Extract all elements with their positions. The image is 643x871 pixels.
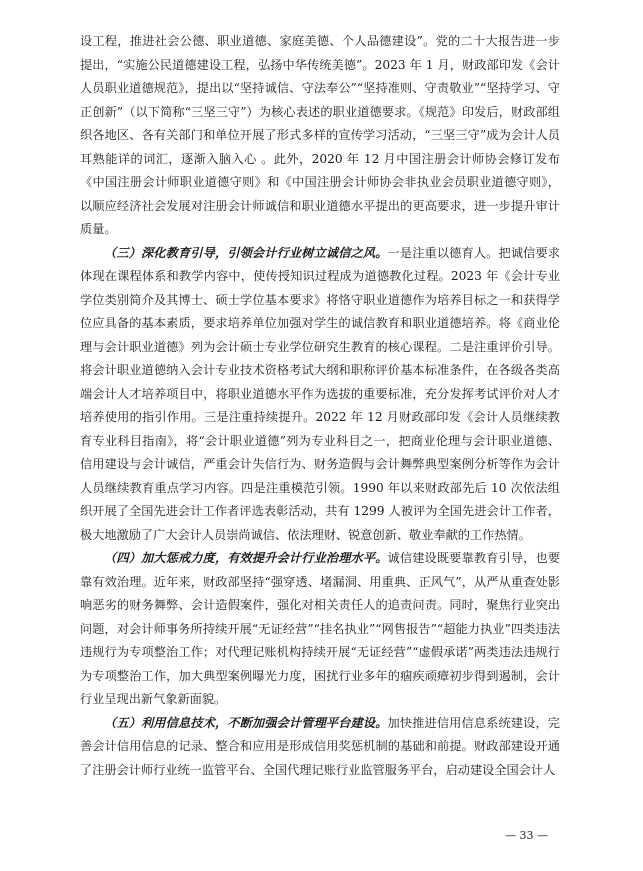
section-heading: （三）深化教育引导，引领会计行业树立诚信之风。 [104, 245, 388, 260]
page-number: — 33 — [505, 829, 548, 842]
document-page [80, 30, 560, 782]
paragraph-section-5 [80, 712, 560, 783]
section-heading: （四）加大惩戒力度，有效提升会计行业治理水平。 [104, 551, 388, 565]
paragraph-text: 诚信建设既要靠教育引导，也要靠有效治理。近年来，财政部坚持“强穿透、堵漏洞、用重典、正风气”，从严从重查处影响恶劣的财务舞弊、会计造假案件，强化对相关责任人的追责问责。同时，聚焦行业突出问题，对会计师事务所持续开展“无证经营”“挂名执业”“网售报告”“超能力执业”四类违法违规行为专项整治工作；对代理记账机构持续开展“无证经营”“虚假承诺”两类违法违规行为专项整治工作，加大典型案例曝光力度，困扰行业多年的痼疾顽瘴初步得到遏制，会计行业呈现出新气象新面貌。 [80, 551, 560, 706]
paragraph-text: 加快推进信用信息系统建设，完善会计信用信息的记录、整合和应用是形成信用奖惩机制的基础和前提。财政部建设开通了注册会计师行业统一监管平台、全国代理记账行业监管服务平台，启动建设全国会计人 [80, 715, 560, 777]
paragraph-text: 一是注重以德育人。把诚信要求体现在课程体系和教学内容中，使传授知识过程成为道德教化过程。2023 年《会计专业学位类别简介及其博士、硕士学位基本要求》将恪守职业道德作为培养目标之一和获得学位应具备的基本素质，要求培养单位加强对学生的诚信教育和职业道德培养。将《商业伦理与会计职业道德》列为会计硕士专业学位研究生教育的核心课程。二是注重评价引导。将会计职业道德纳入会计专业技术资格考试大纲和职称评价基本标准条件，在各级各类高端会计人才培养项目中，将职业道德水平作为选拔的重要标准，充分发挥考试评价对人才培养使用的指引作用。三是注重持续提升。2022 年 12 月财政部印发《会计人员继续教育专业科目指南》，将“会计职业道德”列为专业科目之一，把商业伦理与会计职业道德、信用建设与会计诚信，严重会计失信行为、财务造假与会计舞弊典型案例分析等作为会计人员继续教育重点学习内容。四是注重模范引领。1990 年以来财政部先后 10 次依法组织开展了全国先进会计工作者评选表彰活动，共有 1299 人被评为全国先进会计工作者，极大地激励了广大会计人员崇尚诚信、依法理财、锐意创新、敬业奉献的工作热情。 [80, 245, 560, 542]
section-heading: （五）利用信息技术，不断加强会计管理平台建设。 [104, 715, 388, 730]
paragraph-continuation [80, 30, 560, 242]
paragraph-section-4 [80, 547, 560, 712]
paragraph-section-3 [80, 242, 560, 548]
paragraph-text: 设工程，推进社会公德、职业道德、家庭美德、个人品德建设”。党的二十大报告进一步提出，“实施公民道德建设工程，弘扬中华传统美德”。2023 年 1 月，财政部印发《会计人员职业道德规范》，提出以“坚持诚信、守法奉公”“坚持准则、守责敬业”“坚持学习、守正创新”（以下简称“三坚三守”）为核心表述的职业道德要求。《规范》印发后，财政部组织各地区、各有关部门和单位开展了形式多样的宣传学习活动，“三坚三守”成为会计人员耳熟能详的词汇，逐渐入脑入心 。此外，2020 年 12 月中国注册会计师协会修订发布《中国注册会计师职业道德守则》和《中国注册会计师协会非执业会员职业道德守则》，以顺应经济社会发展对注册会计师诚信和职业道德水平提出的更高要求，进一步提升审计质量。 [80, 34, 560, 236]
